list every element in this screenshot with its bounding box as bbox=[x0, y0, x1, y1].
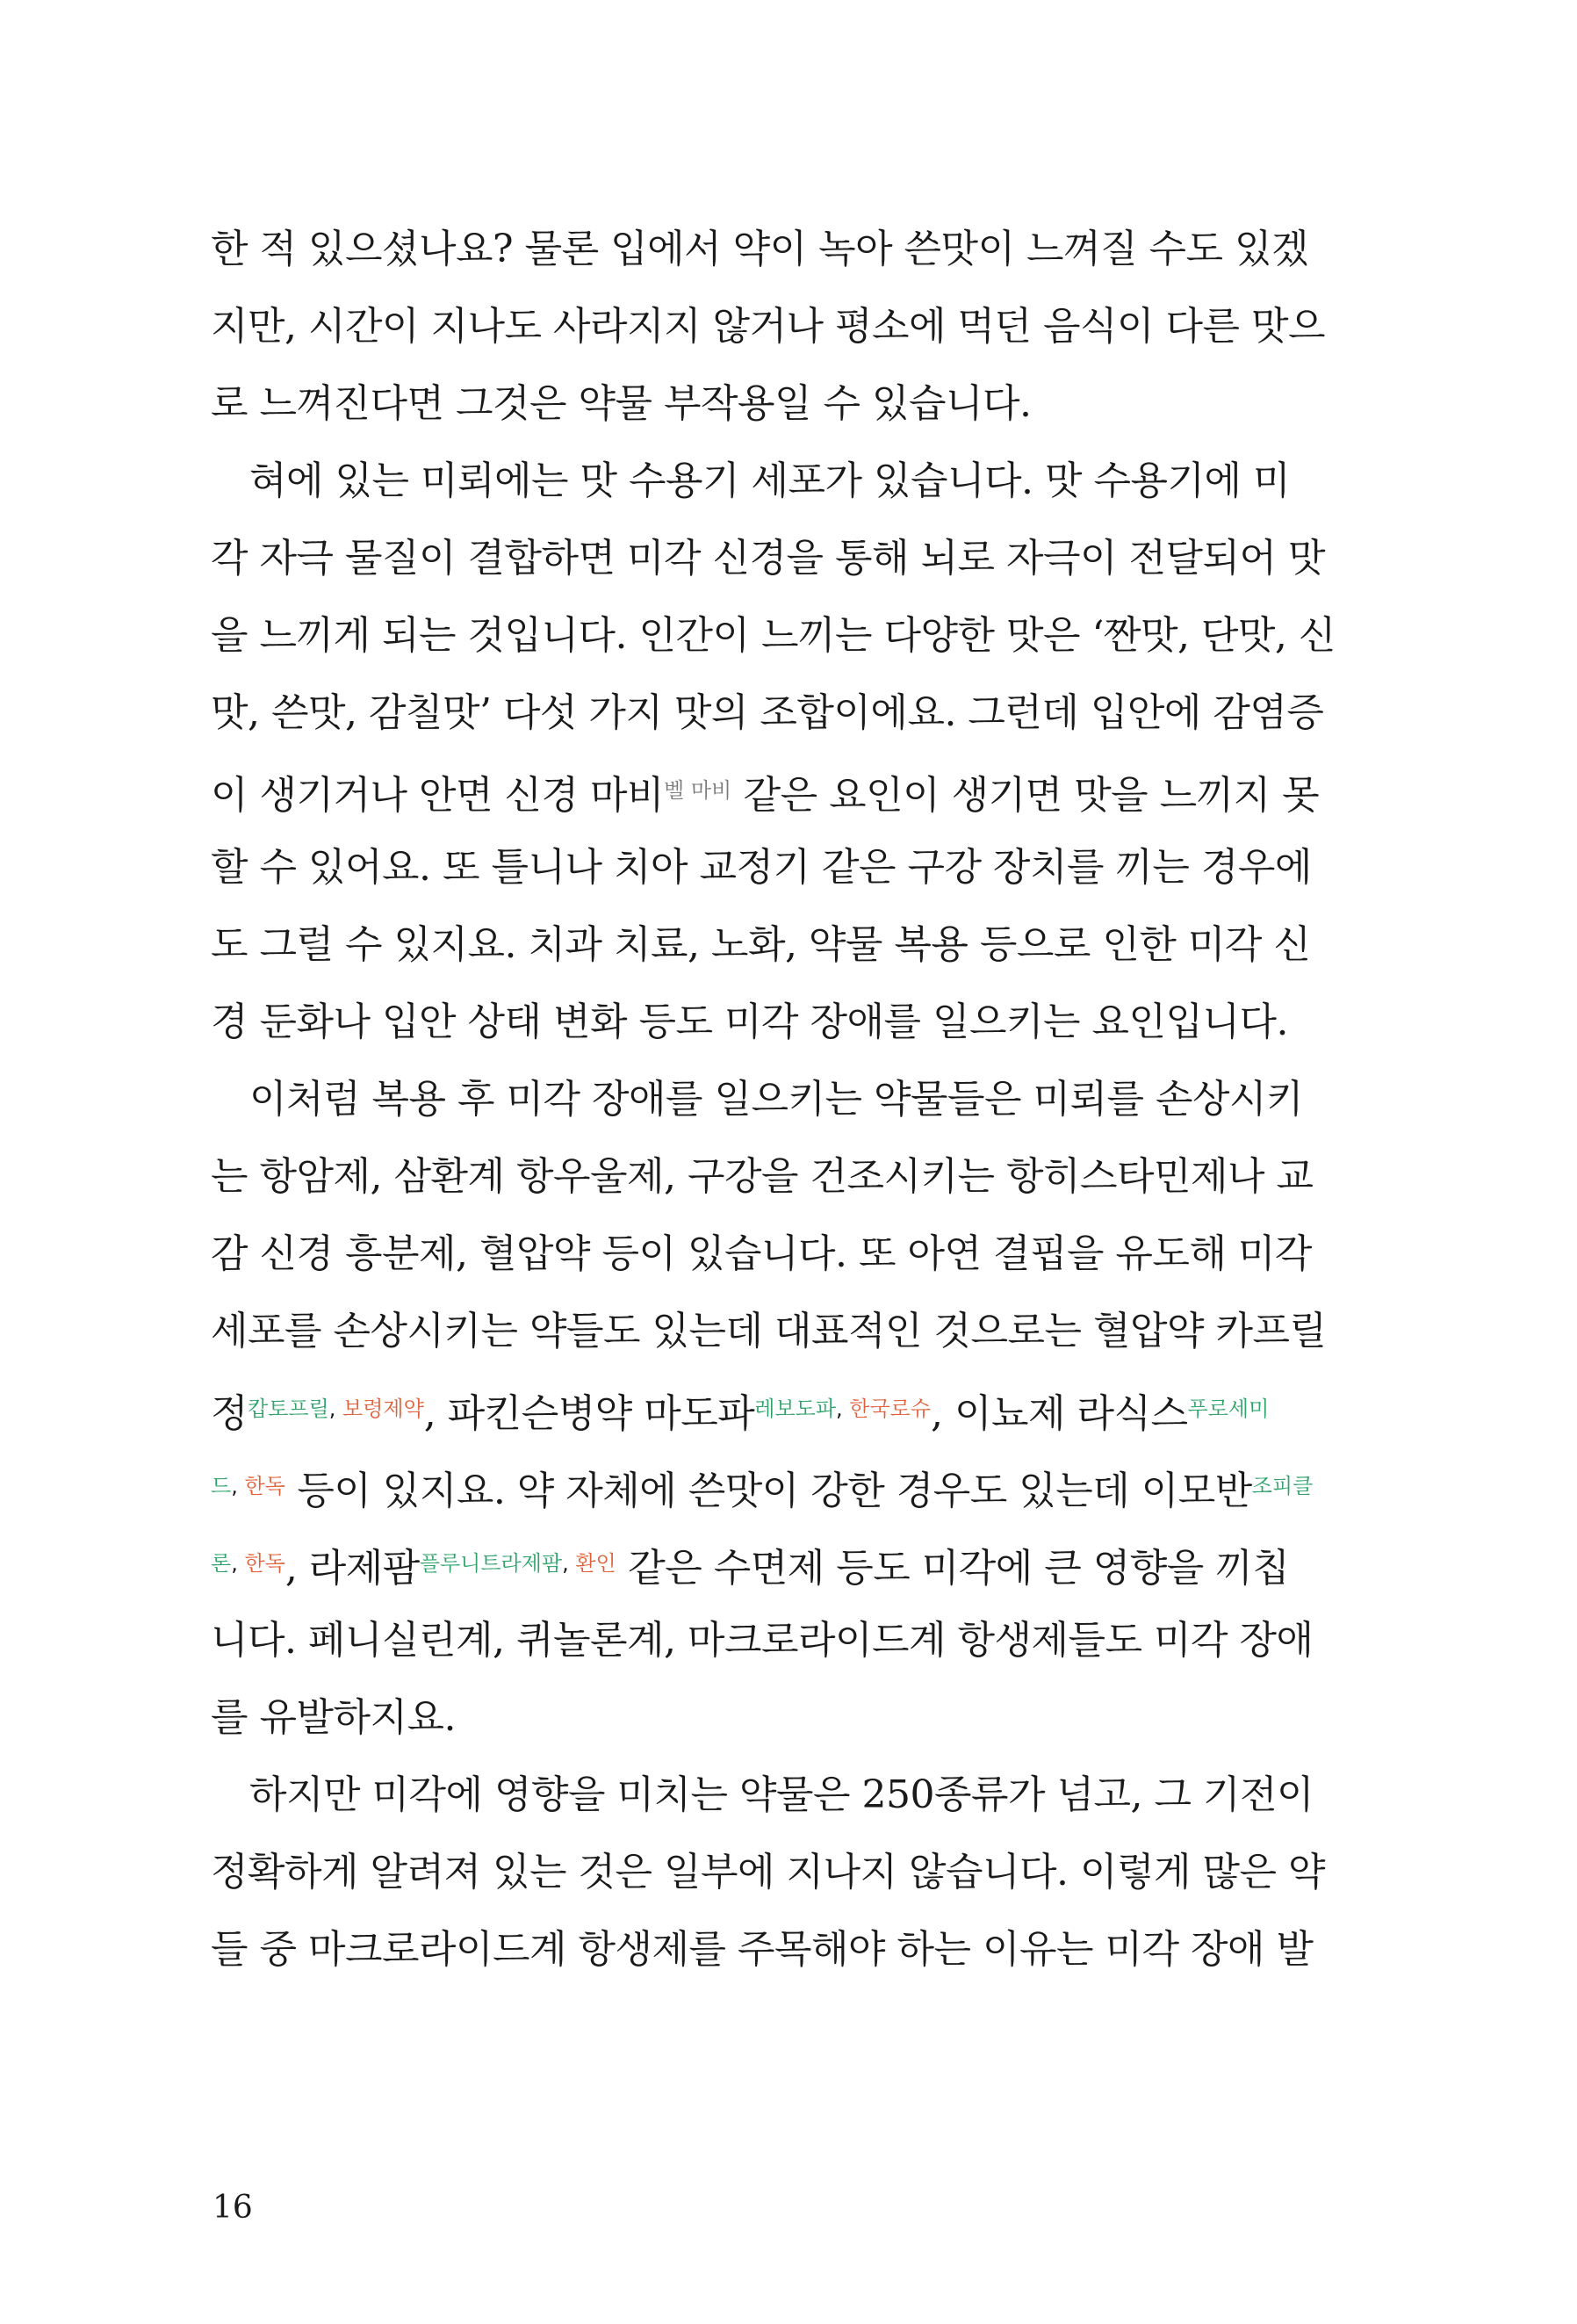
text-line: 할 수 있어요. 또 틀니나 치아 교정기 같은 구강 장치를 끼는 경우에 bbox=[211, 845, 1312, 890]
text-segment: , 이뇨제 라식스 bbox=[931, 1391, 1188, 1436]
text-line: 하지만 미각에 영향을 미치는 약물은 250종류가 넘고, 그 기전이 bbox=[249, 1772, 1314, 1817]
drug-name-note: 레보도파 bbox=[754, 1397, 837, 1421]
note-separator: , bbox=[328, 1397, 343, 1421]
manufacturer-note: 환인 bbox=[575, 1551, 616, 1576]
footnote-note: 벨 마비 bbox=[664, 778, 732, 803]
body-text bbox=[211, 211, 1336, 1988]
text-line bbox=[211, 752, 1320, 829]
text-line: 한 적 있으셨나요? 물론 입에서 약이 녹아 쓴맛이 느껴질 수도 있겠 bbox=[211, 227, 1309, 271]
page-number: 16 bbox=[212, 2190, 253, 2226]
manufacturer-note: 한독 bbox=[244, 1474, 285, 1498]
drug-name-note: 푸로세미 bbox=[1187, 1397, 1270, 1421]
text-line: 이처럼 복용 후 미각 장애를 일으키는 약물들은 미뢰를 손상시키 bbox=[249, 1077, 1303, 1122]
text-line: 들 중 마크로라이드계 항생제를 주목해야 하는 이유는 미각 장애 발 bbox=[211, 1927, 1314, 1972]
text-segment: 같은 수면제 등도 미각에 큰 영향을 끼칩 bbox=[616, 1546, 1290, 1591]
text-line: 니다. 페니실린계, 퀴놀론계, 마크로라이드계 항생제들도 미각 장애 bbox=[211, 1618, 1314, 1663]
manufacturer-note: 보령제약 bbox=[342, 1397, 424, 1421]
text-line: 각 자극 물질이 결합하면 미각 신경을 통해 뇌로 자극이 전달되어 맛 bbox=[211, 536, 1325, 581]
text-segment: 등이 있지요. 약 자체에 쓴맛이 강한 경우도 있는데 이모반 bbox=[284, 1469, 1252, 1513]
text-segment: , 라제팜 bbox=[284, 1546, 420, 1591]
note-separator: , bbox=[562, 1551, 576, 1576]
text-line: 를 유발하지요. bbox=[211, 1695, 456, 1740]
drug-name-note: 드 bbox=[211, 1474, 232, 1498]
drug-name-note: 조피클 bbox=[1251, 1474, 1314, 1498]
text-line: 경 둔화나 입안 상태 변화 등도 미각 장애를 일으키는 요인입니다. bbox=[211, 1000, 1288, 1044]
drug-name-note: 론 bbox=[211, 1551, 232, 1576]
text-line: 세포를 손상시키는 약들도 있는데 대표적인 것으로는 혈압약 카프릴 bbox=[211, 1309, 1327, 1353]
text-line: 는 항암제, 삼환계 항우울제, 구강을 건조시키는 항히스타민제나 교 bbox=[211, 1154, 1314, 1199]
text-line: 혀에 있는 미뢰에는 맛 수용기 세포가 있습니다. 맛 수용기에 미 bbox=[249, 458, 1290, 503]
text-line: 감 신경 흥분제, 혈압약 등이 있습니다. 또 아연 결핍을 유도해 미각 bbox=[211, 1231, 1312, 1276]
text-line: 지만, 시간이 지나도 사라지지 않거나 평소에 먹던 음식이 다른 맛으 bbox=[211, 304, 1325, 349]
manufacturer-note: 한국로슈 bbox=[849, 1397, 932, 1421]
note-separator: , bbox=[231, 1474, 245, 1498]
manufacturer-note: 한독 bbox=[244, 1551, 285, 1576]
text-line: 맛, 쓴맛, 감칠맛’ 다섯 가지 맛의 조합이에요. 그런데 입안에 감염증 bbox=[211, 690, 1324, 735]
text-line bbox=[211, 1525, 1291, 1602]
text-line: 을 느끼게 되는 것입니다. 인간이 느끼는 다양한 맛은 ‘짠맛, 단맛, 신 bbox=[211, 613, 1336, 658]
text-line bbox=[211, 1447, 1314, 1525]
text-line: 로 느껴진다면 그것은 약물 부작용일 수 있습니다. bbox=[211, 381, 1032, 426]
text-line: 도 그럴 수 있지요. 치과 치료, 노화, 약물 복용 등으로 인한 미각 신 bbox=[211, 922, 1311, 967]
text-segment: 같은 요인이 생기면 맛을 느끼지 못 bbox=[731, 773, 1320, 818]
text-segment: 이 생기거나 안면 신경 마비 bbox=[211, 773, 664, 818]
text-line bbox=[211, 1370, 1291, 1447]
text-line: 정확하게 알려져 있는 것은 일부에 지나지 않습니다. 이렇게 많은 약 bbox=[211, 1850, 1325, 1895]
text-segment: , 파킨슨병약 마도파 bbox=[423, 1391, 755, 1436]
drug-name-note: 플루니트라제팜 bbox=[419, 1551, 563, 1576]
text-segment: 정 bbox=[211, 1391, 248, 1436]
drug-name-note: 캅토프릴 bbox=[248, 1397, 329, 1421]
note-separator: , bbox=[836, 1397, 850, 1421]
note-separator: , bbox=[231, 1551, 245, 1576]
